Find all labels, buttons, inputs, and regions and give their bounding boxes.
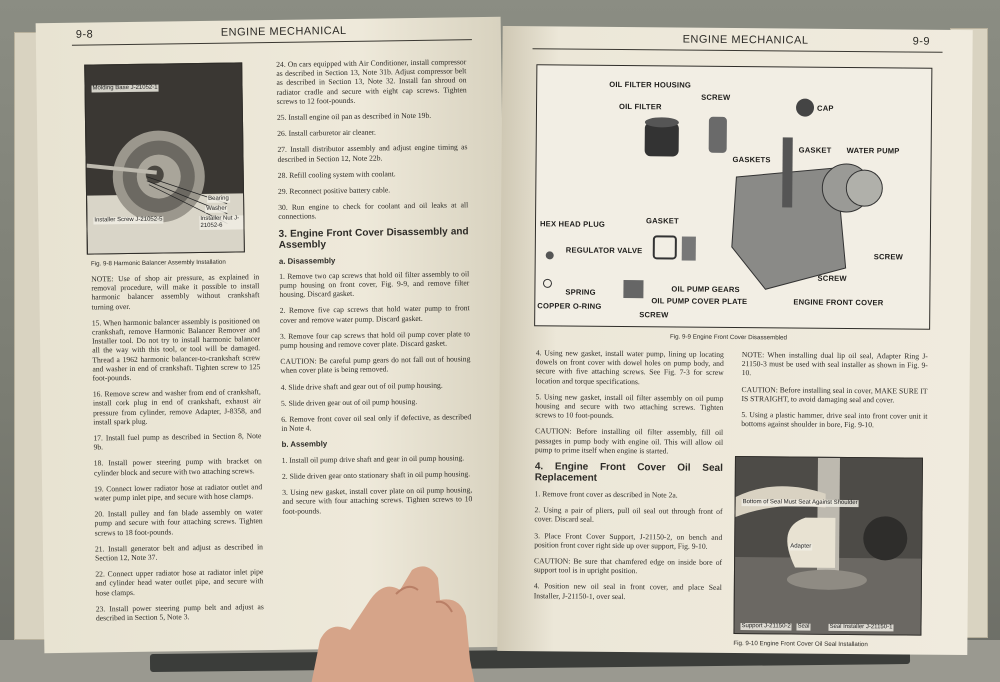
label-hex-head-plug: HEX HEAD PLUG xyxy=(539,219,606,229)
label-screw-lower: SCREW xyxy=(817,273,847,283)
paragraph: 5. Using a plastic hammer, drive seal into front cover unit it bottoms against shoulder in bore, Fig. 9-10. xyxy=(741,410,928,430)
hand-holding-book xyxy=(300,560,490,682)
label-gasket: GASKET xyxy=(646,216,679,226)
label-oil-filter: OIL FILTER xyxy=(618,101,662,112)
label-oil-filter-housing: OIL FILTER HOUSING xyxy=(609,79,692,90)
paragraph: NOTE: When installing dual lip oil seal, Adapter Ring J-21150-3 must be used with seal installer as shown in Fig. 9-10. xyxy=(741,350,928,378)
subsection-heading: b. Assembly xyxy=(281,439,328,450)
fig-9-9-caption: Fig. 9-9 Engine Front Cover Disassembled xyxy=(669,333,787,342)
seal-installation-illustration xyxy=(734,457,923,636)
paragraph: 19. Connect lower radiator hose at radiator outlet and water pump inlet pipe, and secure with hose clamps. xyxy=(94,482,263,503)
paragraph: 16. Remove screw and washer from end of crankshaft, install cork plug in end of crankshaft, exhaust air pressure from cylinder, remove Adapter, J-8358, and install spark plug. xyxy=(92,387,262,427)
paragraph: 2. Using a pair of pliers, pull oil seal out through front of cover. Discard seal. xyxy=(534,505,723,525)
paragraph: 2. Slide driven gear onto stationary shaft in oil pump housing. xyxy=(281,469,471,481)
label-oil-pump-cover-plate: OIL PUMP COVER PLATE xyxy=(651,296,748,307)
paragraph: CAUTION: Before installing oil filter assembly, fill oil passages in pump body with engine oil. This will allow oil pump to prime itself when engine is started. xyxy=(535,426,724,456)
paragraph: 15. When harmonic balancer assembly is positioned on crankshaft, remove Harmonic Balancer Remover and Installer tool. Do not try to install harmonic balancer all the way with this tool, or tool will be damaged. Thread a 1962 harmonic balancer-to-crankshaft screw and washer in end of crankshaft. Tighten screw to 125 foot-pounds. xyxy=(91,315,261,383)
header-rule xyxy=(72,39,472,46)
paragraph: 4. Position new oil seal in front cover, and place Seal Installer, J-21150-1, over seal. xyxy=(533,581,722,601)
label-regulator-valve: REGULATOR VALVE xyxy=(565,245,643,256)
paragraph: 2. Remove five cap screws that hold water pump to front cover and remove water pump. Discard gasket. xyxy=(279,303,470,325)
paragraph: 20. Install pulley and fan blade assembly on water pump and secure with four attaching screws. Tighten screws to 18 foot-pounds. xyxy=(94,507,263,538)
label-screw-right: SCREW xyxy=(873,252,904,262)
label-gasket-top: GASKET xyxy=(798,145,832,155)
paragraph: 4. Slide drive shaft and gear out of oil pump housing. xyxy=(280,380,443,392)
left-column-1 xyxy=(91,272,264,630)
paragraph: 26. Install carburetor air cleaner. xyxy=(277,127,376,139)
paragraph: 17. Install fuel pump as described in Section 8, Note 9b. xyxy=(93,431,262,452)
label-support: Support J-21150-2 xyxy=(741,623,791,630)
label-installer-nut: Installer Nut J-21052-6 xyxy=(199,215,243,230)
label-installer-screw: Installer Screw J-21052-5 xyxy=(94,216,163,224)
label-screw: SCREW xyxy=(701,92,731,102)
label-adapter: Adapter xyxy=(790,543,812,550)
paragraph: 21. Install generator belt and adjust as described in Section 12, Note 37. xyxy=(94,542,264,563)
paragraph: 6. Remove front cover oil seal only if defective, as described in Note 4. xyxy=(281,412,472,434)
paragraph: 18. Install power steering pump with bracket on cylinder block and secure with two attaching screws. xyxy=(93,456,262,478)
left-page xyxy=(36,17,510,653)
paragraph: CAUTION: Be sure that chamfered edge on inside bore of support tool is in upright position. xyxy=(533,556,723,576)
fig-9-9-exploded-diagram xyxy=(534,64,932,329)
left-running-header: ENGINE MECHANICAL xyxy=(220,24,347,39)
paragraph: 25. Install engine oil pan as described in Note 19b. xyxy=(276,110,432,122)
paragraph: NOTE: Use of shop air pressure, as explained in removal procedure, will make it possible to install harmonic balancer assembly without crankshaft turning over. xyxy=(91,272,260,312)
paragraph: 27. Install distributor assembly and adjust engine timing as described in Section 12, Note 22b. xyxy=(277,142,468,164)
label-molding-base: Molding Base J-21052-1 xyxy=(92,84,158,92)
right-running-header: ENGINE MECHANICAL xyxy=(682,33,809,47)
header-rule xyxy=(533,48,943,53)
label-oil-pump-gears: OIL PUMP GEARS xyxy=(671,284,740,295)
paragraph: 5. Using new gasket, install oil filter assembly on oil pump housing and secure with two attaching screws. Tighten screws to 10 foot-pounds. xyxy=(535,392,724,421)
fig-9-10-caption: Fig. 9-10 Engine Front Cover Oil Seal Installation xyxy=(733,639,868,649)
label-bearing: Bearing xyxy=(208,195,229,202)
label-washer: Washer xyxy=(206,205,227,212)
paragraph: 22. Connect upper radiator hose at radiator inlet pipe and cylinder head water outlet pipe, and secure with hose clamps. xyxy=(95,567,264,598)
label-bottom-of-seal: Bottom of Seal Must Seat Against Shoulder xyxy=(742,499,858,507)
right-column-2 xyxy=(741,350,928,437)
paragraph: 3. Place Front Cover Support, J-21150-2, on bench and position front cover right side up over support, Fig. 9-10. xyxy=(534,530,723,551)
fig-9-10-photo xyxy=(733,456,923,636)
fig-9-8-photo xyxy=(84,62,245,254)
paragraph: 28. Refill cooling system with coolant. xyxy=(277,169,396,180)
section-heading: 3. Engine Front Cover Disassembly and Assembly xyxy=(278,225,469,251)
paragraph: 5. Slide driven gear out of oil pump housing. xyxy=(280,396,418,408)
label-seal-installer: Seal Installer J-21150-1 xyxy=(829,623,893,631)
paragraph: 23. Install power steering pump belt and adjust as described in Section 5, Note 3. xyxy=(95,602,264,623)
paragraph: CAUTION: Before installing seal in cover, MAKE SURE IT IS STRAIGHT, to avoid damaging seal and cover. xyxy=(741,384,928,405)
fig-9-8-caption: Fig. 9-8 Harmonic Balancer Assembly Installation xyxy=(90,258,226,268)
paragraph: 3. Using new gasket, install cover plate on oil pump housing, and secure with four attaching screws. Tighten screws to 10 foot-pounds. xyxy=(282,485,473,516)
paragraph: 24. On cars equipped with Air Conditioner, install compressor as described in Section 13, Note 31b. Adjust compressor belt as described in Section 13, Note 32. Install fan shroud on radiator cradle and secure with eight cap screws. Tighten screws to 12 foot-pounds. xyxy=(276,57,467,106)
paragraph: CAUTION: Be careful pump gears do not fall out of housing when cover plate is being removed. xyxy=(280,354,471,376)
left-column-2 xyxy=(276,57,472,522)
label-gaskets: GASKETS xyxy=(732,154,771,165)
section-heading: 4. Engine Front Cover Oil Seal Replacement xyxy=(534,461,723,484)
label-screw-bottom: SCREW xyxy=(639,310,669,320)
label-water-pump: WATER PUMP xyxy=(846,145,900,156)
paragraph: 30. Run engine to check for coolant and oil leaks at all connections. xyxy=(278,200,469,222)
paragraph: 3. Remove four cap screws that hold oil pump cover plate to pump housing and remove cover plate. Discard gasket. xyxy=(279,329,471,350)
right-page xyxy=(497,26,972,655)
subsection-heading: a. Disassembly xyxy=(278,255,336,266)
paragraph: 29. Reconnect positive battery cable. xyxy=(277,185,391,196)
label-spring: SPRING xyxy=(565,287,596,297)
label-seal: Seal xyxy=(797,623,810,630)
right-page-number: 9-9 xyxy=(912,35,931,48)
paragraph: 1. Remove front cover as described in Note 2a. xyxy=(534,489,678,500)
left-page-number: 9-8 xyxy=(75,28,94,41)
label-copper-o-ring: COPPER O-RING xyxy=(537,301,602,311)
label-cap: CAP xyxy=(816,103,834,113)
paragraph: 1. Install oil pump drive shaft and gear in oil pump housing. xyxy=(281,453,465,465)
paragraph: 4. Using new gasket, install water pump, lining up locating dowels on front cover with dowel holes on pump body, and secure with five attaching screws. See Fig. 7-3 for screw location and torque specifications. xyxy=(535,348,724,386)
label-engine-front-cover: ENGINE FRONT COVER xyxy=(793,297,884,308)
right-column-1 xyxy=(534,348,724,608)
paragraph: 1. Remove two cap screws that hold oil filter assembly to oil pump housing on front cover, Fig. 9-9, and remove filter housing. Discard gasket. xyxy=(279,269,470,300)
